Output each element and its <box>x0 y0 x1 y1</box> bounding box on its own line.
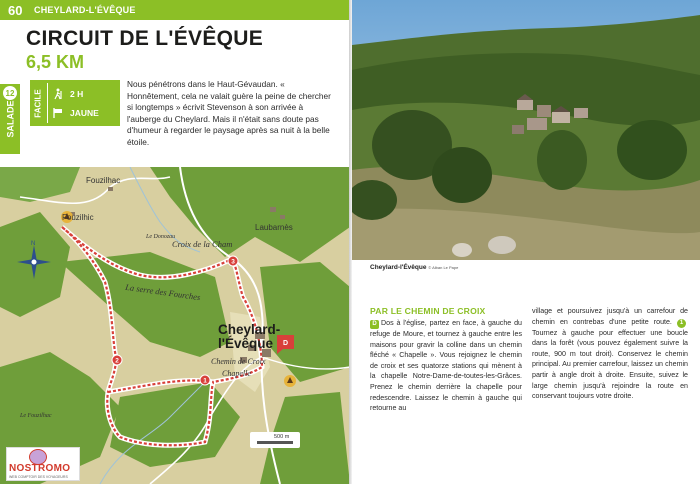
step-d-marker: D <box>370 320 379 329</box>
step-1-text: Tournez à gauche pour effectuer une boucle dans la forêt (vous pouvez également suivre la route, 900 m tout droit). Conservez le chemin principal. Au premier carrefour, laissez un chemin partir à angle droit à droite. Ensuite, suivez le large chemin jusqu'à rejoindre la route en conservant toujours votre droite. <box>532 328 688 401</box>
directions-column-2 <box>532 306 688 402</box>
scale-bar <box>257 441 293 444</box>
duration-row <box>52 88 83 100</box>
label-le-donozau: Le Donozau <box>146 234 176 240</box>
svg-text:2: 2 <box>115 357 119 365</box>
side-tab-label: SALADE <box>5 100 16 138</box>
place-laubarnes: Laubarnès <box>255 223 293 232</box>
directions-column-1 <box>370 318 522 414</box>
page-title: CIRCUIT DE L'ÉVÊQUE <box>26 27 264 50</box>
caption-title: Cheylard-l'Évêque <box>370 264 427 271</box>
place-fouzilhic: Fouzilhic <box>62 213 94 222</box>
page-number: 60 <box>8 2 23 18</box>
section-heading: PAR LE CHEMIN DE CROIX <box>370 306 486 316</box>
place-fouzilhac: Fouzilhac <box>86 176 121 185</box>
header-bar <box>0 0 350 20</box>
svg-text:1: 1 <box>203 377 207 385</box>
north-label: N <box>31 241 36 247</box>
label-chemin-de-croix: Chemin de Croix <box>211 357 266 366</box>
photo-caption <box>370 264 458 271</box>
place-cheylard-l-eveque: Cheylard- l'Évêque <box>218 322 281 351</box>
hiker-icon <box>52 88 64 100</box>
label-le-fouzilhac: Le Fouzilhac <box>20 413 52 419</box>
chapel-icon <box>284 375 296 387</box>
distance: 6,5 KM <box>26 52 85 72</box>
village-photo <box>352 0 700 260</box>
label-serre-des-fourches: La serre des Fourches <box>124 281 201 303</box>
running-title: CHEYLARD-L'ÉVÊQUE <box>34 5 136 15</box>
step-1-marker: 1 <box>677 319 686 328</box>
photo-credit: © Alban Le Pape <box>428 265 459 270</box>
label-croix-de-la-cham: Croix de la Cham <box>172 239 233 249</box>
waypoint-1 <box>200 375 210 385</box>
marking-row <box>52 107 99 119</box>
duration: 2 H <box>70 89 84 99</box>
step-d-continuation: village et poursuivez jusqu'à un carrefour de chemin en contrebas d'une petite route. <box>532 307 688 326</box>
info-divider <box>47 83 48 123</box>
logo-name: NOSTROMO <box>9 463 71 474</box>
waypoint-2 <box>112 355 122 365</box>
marking-color: JAUNE <box>70 108 99 118</box>
scale-label: 500 m <box>274 434 290 440</box>
logo-tagline: WEB COMPTOIR DES VOYAGEURS <box>9 475 68 479</box>
start-marker-label: D <box>282 340 289 347</box>
step-d-text: Dos à l'église, partez en face, à gauche du refuge de Moure, et tournez à gauche entre les maisons pour gravir la colline dans un chemin fléché « Chapelle ». Vous rejoignez le chemin de croix et ses quatorze stations qui mènent à la chapelle Notre-Dame-de-toutes-les-Grâces. Prenez le chemin derrière la chapelle pour redescendre. Laissez le chemin à gauche qui retourne au <box>370 319 522 413</box>
difficulty-level: FACILE <box>33 88 43 118</box>
landscape-image <box>352 0 700 260</box>
flag-icon <box>52 107 64 119</box>
waypoint-3 <box>228 256 238 266</box>
walk-number-badge: 12 <box>3 86 17 100</box>
intro-paragraph: Nous pénétrons dans le Haut-Gévaudan. « Honnêtement, cela ne valait guère la peine de chercher si longtemps » écrivit Stevenson à son arrivée à l'auberge du Cheylard. Mais il n'était sans doute pas d'humeur à regarder le paysage après sa nuit à la belle étoile. <box>127 79 331 147</box>
svg-text:3: 3 <box>231 258 235 266</box>
label-chapelle: Chapelle <box>222 369 251 378</box>
